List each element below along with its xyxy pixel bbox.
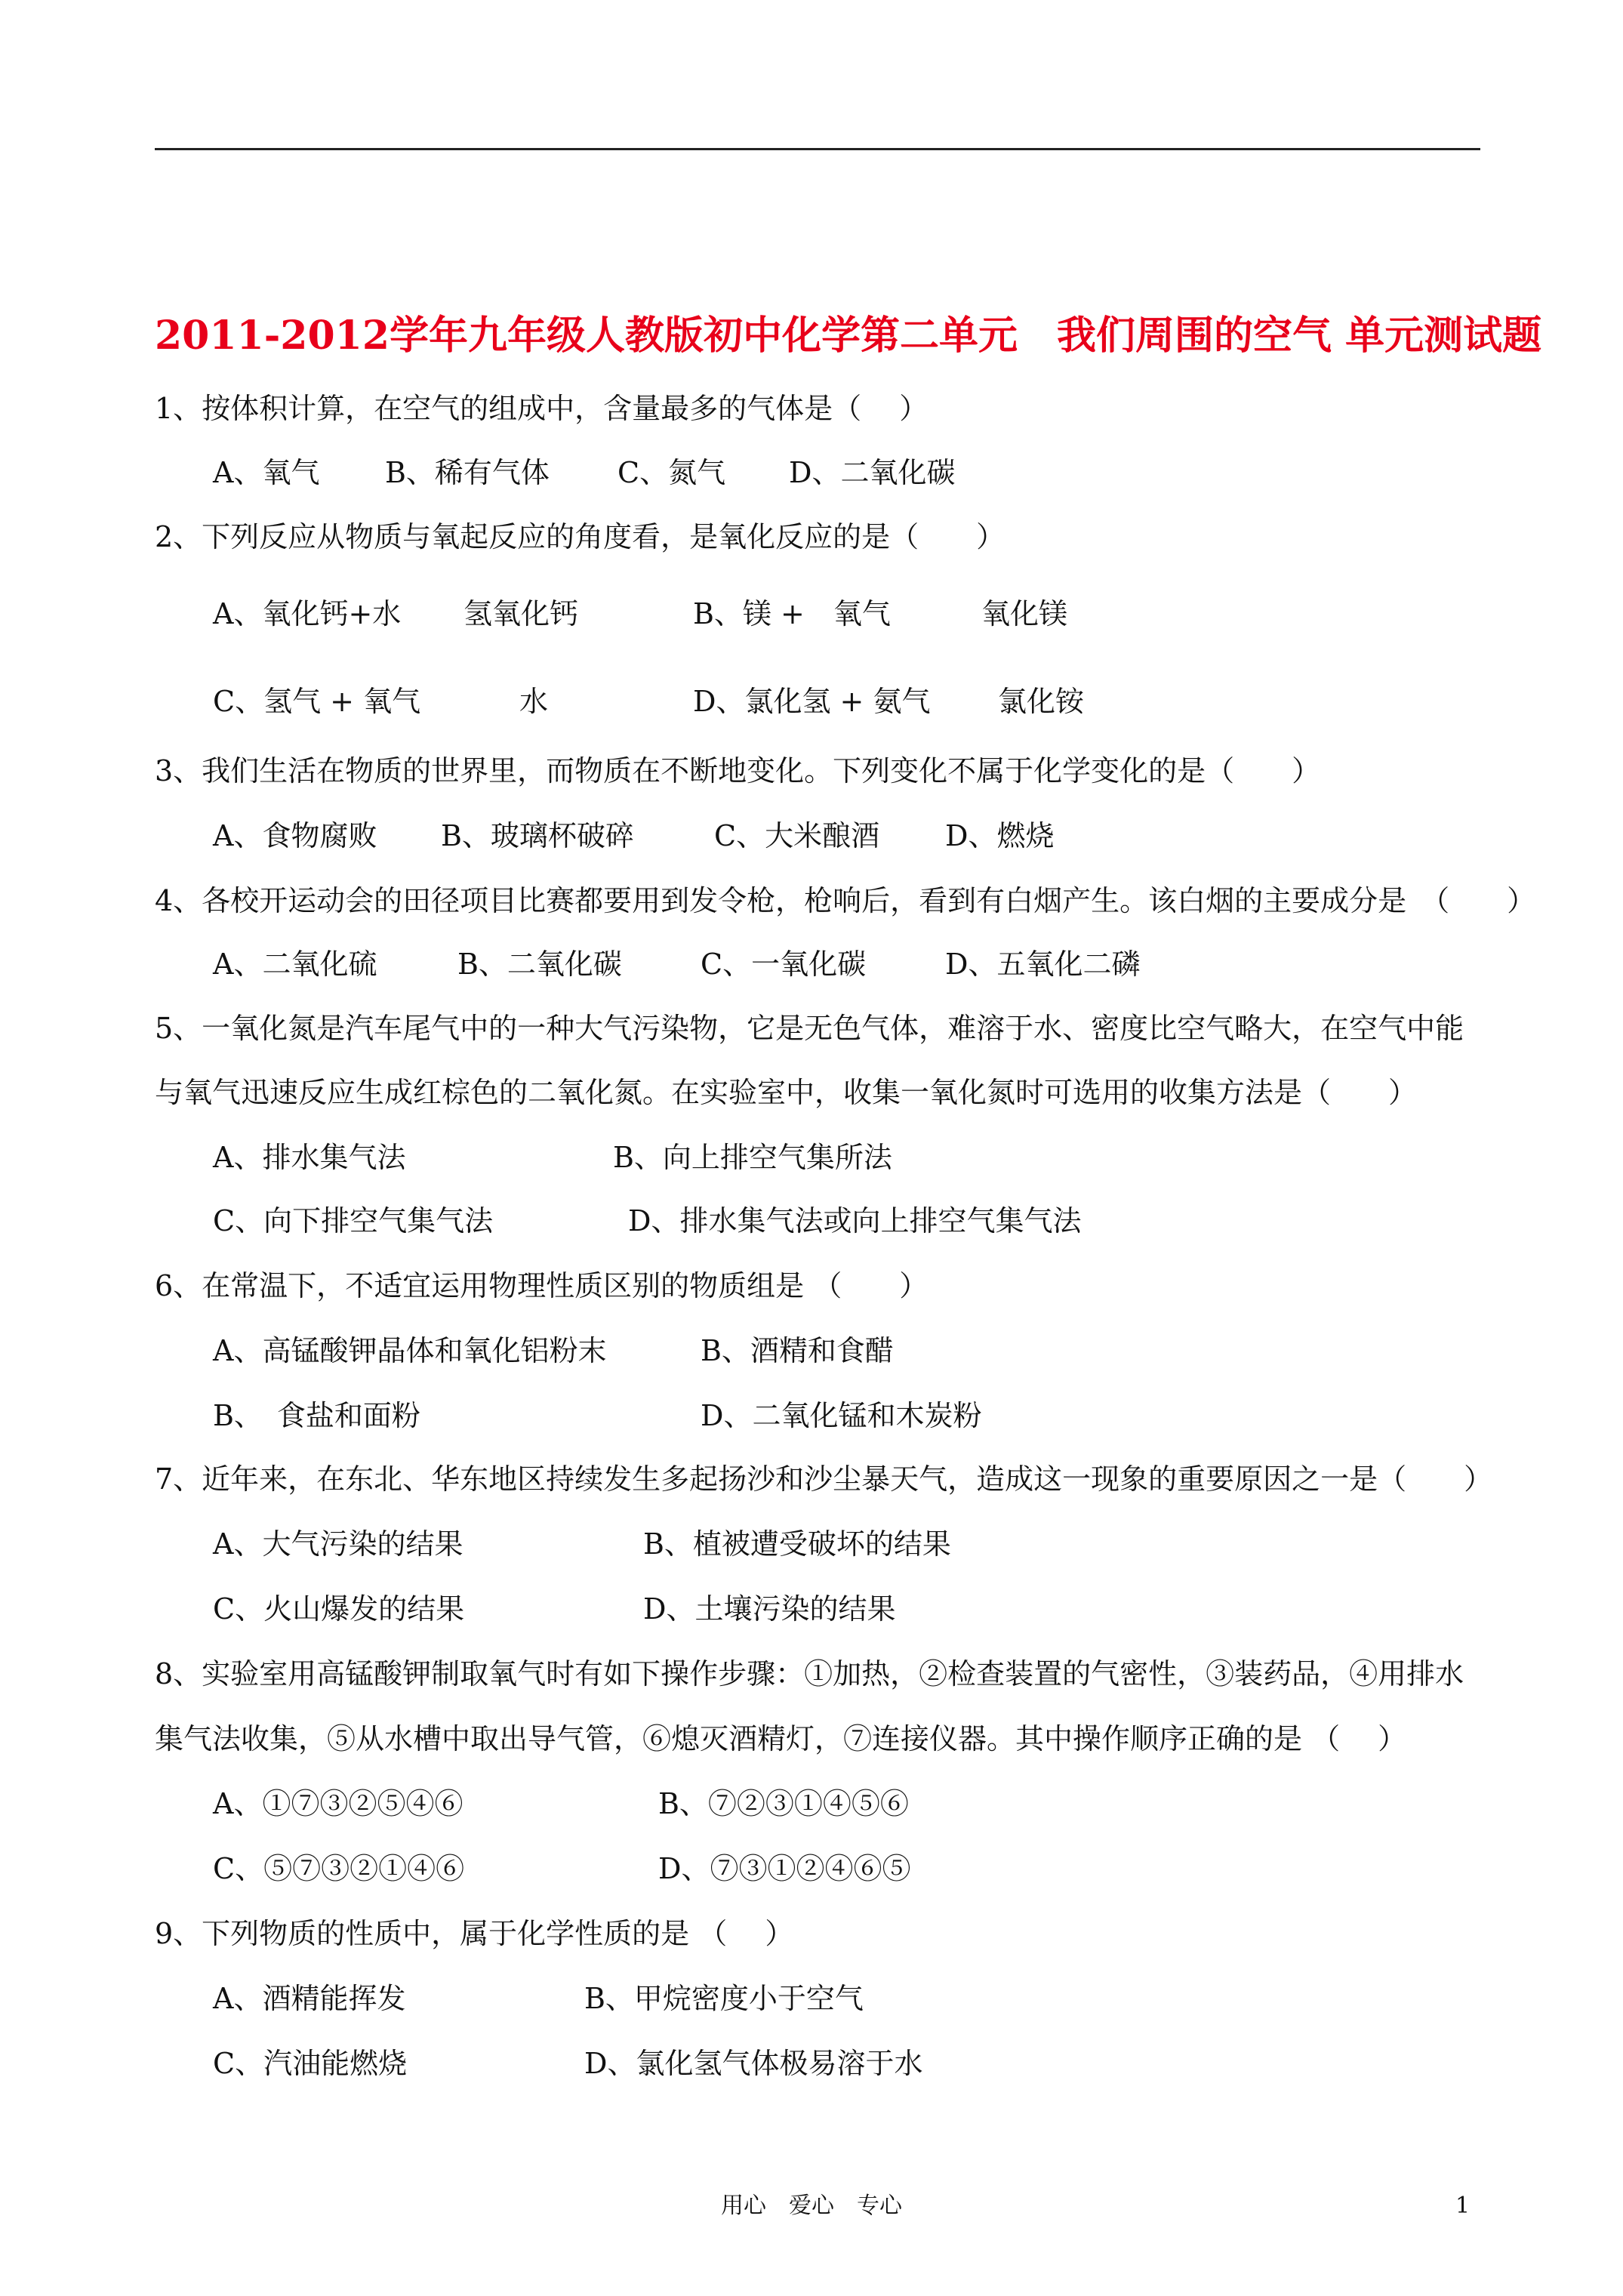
q1-option-c: C、氮气 (617, 456, 726, 489)
q8-option-b: B、⑦②③①④⑤⑥ (658, 1787, 909, 1820)
q2-option-b-reactants: B、镁 + 氧气 (693, 597, 891, 630)
question-2-text: 2、下列反应从物质与氧起反应的角度看，是氧化反应的是（ ） (155, 520, 1006, 553)
header-rule (155, 148, 1480, 150)
page-title: 2011-2012学年九年级人教版初中化学第二单元 我们周围的空气 单元测试题 (155, 313, 1542, 359)
q3-option-b: B、玻璃杯破碎 (441, 819, 634, 852)
q2-option-c-product: 水 (519, 685, 549, 718)
q2-option-a-reactants: A、氧化钙+水 (213, 597, 402, 630)
question-9-text: 9、下列物质的性质中，属于化学性质的是 （ ） (155, 1917, 794, 1950)
q2-option-a-product: 氢氧化钙 (463, 597, 579, 630)
question-7-text: 7、近年来，在东北、华东地区持续发生多起扬沙和沙尘暴天气，造成这一现象的重要原因之一是（ ） (155, 1462, 1493, 1496)
q9-option-a: A、酒精能挥发 (213, 1982, 406, 2015)
q9-option-c: C、汽油能燃烧 (213, 2047, 408, 2080)
q6-option-c: B、 食盐和面粉 (213, 1399, 420, 1432)
q1-option-a: A、氧气 (213, 456, 320, 489)
q6-option-a: A、高锰酸钾晶体和氧化铝粉末 (213, 1334, 607, 1367)
question-6-text: 6、在常温下，不适宜运用物理性质区别的物质组是 （ ） (155, 1269, 929, 1302)
q3-option-a: A、食物腐败 (213, 819, 377, 852)
q2-option-d-product: 氯化铵 (998, 685, 1085, 718)
page-number: 1 (1455, 2193, 1471, 2219)
question-4-text: 4、各校开运动会的田径项目比赛都要用到发令枪，枪响后，看到有白烟产生。该白烟的主要成分是 （ ） (155, 884, 1536, 917)
q4-option-c: C、一氧化碳 (701, 948, 867, 981)
q1-option-d: D、二氧化碳 (789, 456, 956, 489)
q2-option-c-reactants: C、氢气 + 氧气 (213, 685, 421, 718)
q3-option-c: C、大米酿酒 (714, 819, 880, 852)
q4-option-a: A、二氧化硫 (213, 948, 377, 981)
q8-option-d: D、⑦③①②④⑥⑤ (658, 1852, 911, 1885)
q6-option-d: D、二氧化锰和木炭粉 (701, 1399, 982, 1432)
q9-option-b: B、甲烷密度小于空气 (584, 1982, 864, 2015)
q3-option-d: D、燃烧 (945, 819, 1055, 852)
page-footer: 用心 爱心 专心 (721, 2193, 902, 2219)
q7-option-a: A、大气污染的结果 (213, 1527, 463, 1561)
q8-option-a: A、①⑦③②⑤④⑥ (213, 1787, 463, 1820)
q5-option-b: B、向上排空气集所法 (613, 1141, 892, 1174)
q5-option-c: C、向下排空气集气法 (213, 1204, 494, 1237)
q8-option-c: C、⑤⑦③②①④⑥ (213, 1852, 465, 1885)
question-8-text-line-1: 8、实验室用高锰酸钾制取氧气时有如下操作步骤：①加热，②检查装置的气密性，③装药品，④用排水 (155, 1657, 1464, 1690)
q2-option-d-reactants: D、氯化氢 + 氨气 (693, 685, 931, 718)
q2-option-b-product: 氧化镁 (981, 597, 1068, 630)
q7-option-c: C、火山爆发的结果 (213, 1592, 465, 1626)
q5-option-a: A、排水集气法 (213, 1141, 406, 1174)
q4-option-b: B、二氧化碳 (457, 948, 622, 981)
q1-option-b: B、稀有气体 (385, 456, 550, 489)
question-5-text-line-2: 与氧气迅速反应生成红棕色的二氧化氮。在实验室中，收集一氧化氮时可选用的收集方法是（ ） (155, 1076, 1418, 1109)
question-1-text: 1、按体积计算，在空气的组成中，含量最多的气体是（ ） (155, 392, 929, 425)
q9-option-d: D、氯化氢气体极易溶于水 (584, 2047, 923, 2080)
q5-option-d: D、排水集气法或向上排空气集气法 (628, 1204, 1082, 1237)
q6-option-b: B、酒精和食醋 (701, 1334, 894, 1367)
q7-option-d: D、土壤污染的结果 (643, 1592, 896, 1626)
q4-option-d: D、五氧化二磷 (945, 948, 1141, 981)
question-8-text-line-2: 集气法收集，⑤从水槽中取出导气管，⑥熄灭酒精灯，⑦连接仪器。其中操作顺序正确的是 （ ） (155, 1722, 1407, 1755)
question-5-text-line-1: 5、一氧化氮是汽车尾气中的一种大气污染物，它是无色气体，难溶于水、密度比空气略大，在空气中能 (155, 1012, 1464, 1045)
q7-option-b: B、植被遭受破坏的结果 (643, 1527, 951, 1561)
question-3-text: 3、我们生活在物质的世界里，而物质在不断地变化。下列变化不属于化学变化的是（ ） (155, 754, 1321, 787)
